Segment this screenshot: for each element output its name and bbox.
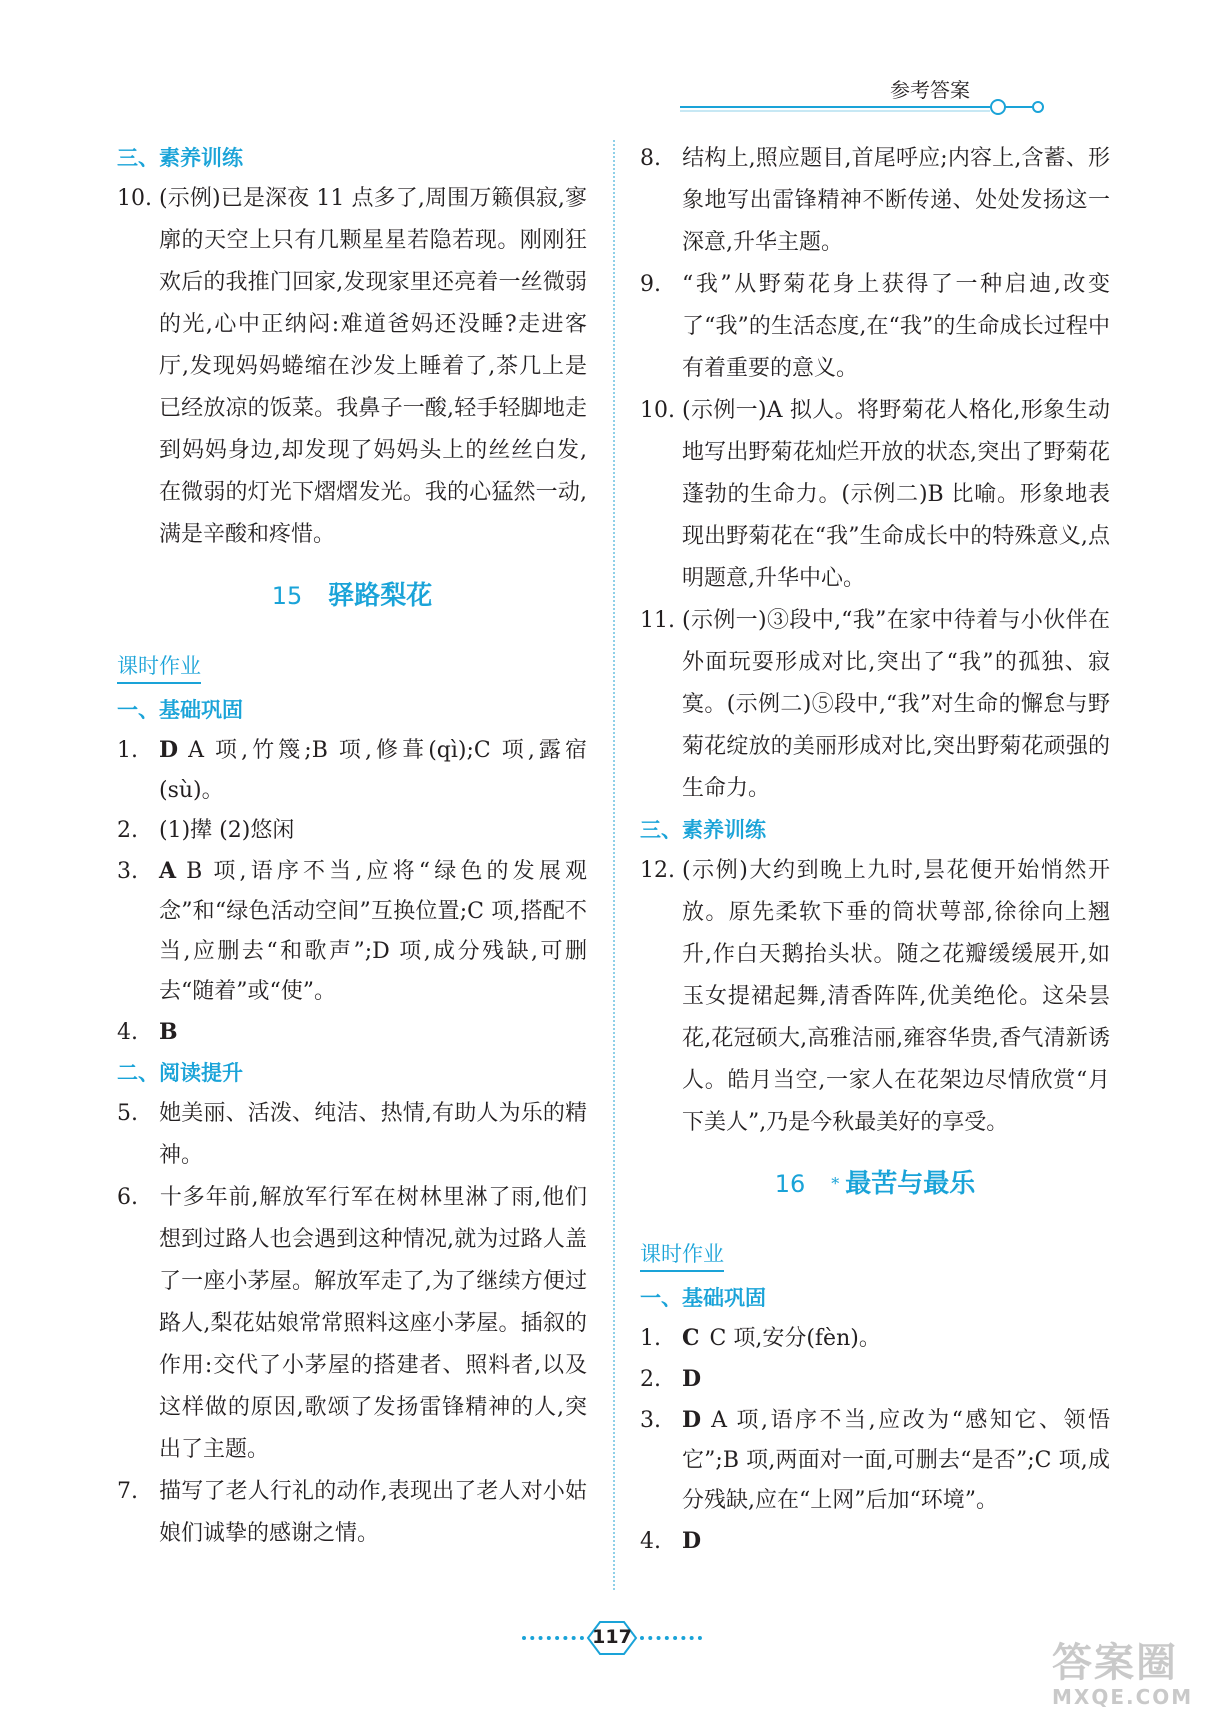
answer-number: 4. — [117, 1020, 138, 1045]
page-number: 117 — [592, 1626, 632, 1648]
answer-letter: D — [682, 1407, 702, 1433]
answer-number: 6. — [117, 1185, 138, 1210]
answer-letter: C — [682, 1325, 700, 1351]
answer-number: 5. — [117, 1101, 138, 1126]
answer-text: A 项,语序不当,应改为“感知它、领悟它”;B 项,两面对一面,可删去“是否”;C 项,成分残缺,应在“上网”后加“环境”。 — [682, 1408, 1110, 1513]
answer-text: A 项,竹篾;B 项,修葺(qì);C 项,露宿(sù)。 — [159, 738, 587, 803]
answer-item-10-right — [640, 390, 1110, 600]
answer-item-4-right — [640, 1521, 1110, 1562]
section-heading-literacy-training-right: 三、素养训练 — [640, 818, 766, 842]
answer-text: (示例)已是深夜 11 点多了,周围万籁俱寂,寥廓的天空上只有几颗星星若隐若现。刚刚狂欢后的我推门回家,发现家里还亮着一丝微弱的光,心中正纳闷:难道爸妈还没睡?走进客厅,发现妈妈蜷缩在沙发上睡着了,茶几上是已经放凉的饭菜。我鼻子一酸,轻手轻脚地走到妈妈身边,却发现了妈妈头上的丝丝白发,在微弱的灯光下熠熠发光。我的心猛然一动,满是辛酸和疼惜。 — [159, 186, 587, 547]
answer-item-2-right — [640, 1359, 1110, 1400]
section-heading-literacy-training: 三、素养训练 — [117, 146, 243, 170]
answer-number: 9. — [640, 272, 661, 297]
answer-letter: A — [159, 858, 177, 884]
answer-text: B 项,语序不当,应将“绿色的发展观念”和“绿色活动空间”互换位置;C 项,搭配不当,应删去“和歌声”;D 项,成分残缺,可删去“随着”或“使”。 — [159, 859, 587, 1004]
right-column — [640, 138, 1110, 1562]
page-number-dots-left — [522, 1636, 584, 1640]
left-column — [117, 138, 587, 1555]
column-divider — [613, 140, 615, 1590]
answer-item-3 — [117, 851, 587, 1012]
answer-item-2 — [117, 811, 587, 851]
answer-text: “我”从野菊花身上获得了一种启迪,改变了“我”的生活态度,在“我”的生命成长过程中有着重要的意义。 — [682, 272, 1110, 381]
answer-number: 3. — [117, 859, 138, 884]
header-rule — [680, 96, 1140, 118]
watermark-line2: MXQE.COM — [1052, 1685, 1194, 1709]
section-heading-basics: 一、基础巩固 — [117, 698, 243, 722]
answer-item-8 — [640, 138, 1110, 264]
answer-item-4 — [117, 1012, 587, 1053]
answer-item-12 — [640, 850, 1110, 1144]
answer-item-11 — [640, 600, 1110, 810]
answer-number: 10. — [640, 398, 675, 423]
answer-number: 2. — [640, 1367, 661, 1392]
answer-number: 2. — [117, 818, 138, 843]
answer-item-10 — [117, 178, 587, 556]
star-mark: * — [831, 1174, 840, 1193]
answer-text: 结构上,照应题目,首尾呼应;内容上,含蓄、形象地写出雷锋精神不断传递、处处发扬这一深意,升华主题。 — [682, 146, 1110, 255]
answer-text: C 项,安分(fèn)。 — [709, 1326, 881, 1351]
answer-item-1-right — [640, 1318, 1110, 1359]
lesson-title-15 — [117, 556, 587, 636]
watermark-logo — [1052, 1640, 1217, 1710]
answer-number: 7. — [117, 1479, 138, 1504]
answer-number: 10. — [117, 186, 152, 211]
page-number-dots-right — [640, 1636, 702, 1640]
section-heading-basics-right: 一、基础巩固 — [640, 1286, 766, 1310]
answer-number: 1. — [640, 1326, 661, 1351]
answer-letter: D — [682, 1528, 702, 1554]
lesson-number: 16 — [774, 1170, 806, 1198]
lesson-name: 驿路梨花 — [328, 581, 433, 611]
answer-text: (示例一)③段中,“我”在家中待着与小伙伴在外面玩耍形成对比,突出了“我”的孤独、寂寞。(示例二)⑤段中,“我”对生命的懈怠与野菊花绽放的美丽形成对比,突出野菊花顽强的生命力。 — [682, 608, 1110, 801]
answer-text: 她美丽、活泼、纯洁、热情,有助人为乐的精神。 — [159, 1101, 587, 1168]
answer-text: 描写了老人行礼的动作,表现出了老人对小姑娘们诚挚的感谢之情。 — [159, 1479, 587, 1546]
answer-number: 3. — [640, 1408, 661, 1433]
watermark-line1: 答案圈 — [1052, 1640, 1178, 1686]
header-rule-dot-icon — [1033, 102, 1043, 112]
answer-number: 12. — [640, 858, 675, 883]
homework-heading: 课时作业 — [117, 650, 201, 684]
lesson-title-16 — [640, 1144, 1110, 1224]
lesson-number: 15 — [271, 582, 303, 610]
answer-item-5 — [117, 1093, 587, 1177]
homework-heading-right: 课时作业 — [640, 1238, 724, 1272]
answer-letter: B — [159, 1019, 178, 1045]
answer-item-1 — [117, 730, 587, 811]
answer-number: 1. — [117, 738, 138, 763]
answer-text: (示例)大约到晚上九时,昙花便开始悄然开放。原先柔软下垂的筒状萼部,徐徐向上翘升,作白天鹅抬头状。随之花瓣缓缓展开,如玉女提裙起舞,清香阵阵,优美绝伦。这朵昙花,花冠硕大,高雅洁丽,雍容华贵,香气清新诱人。皓月当空,一家人在花架边尽情欣赏“月下美人”,乃是今秋最美好的享受。 — [682, 858, 1110, 1135]
answer-item-9 — [640, 264, 1110, 390]
lesson-name: 最苦与最乐 — [845, 1169, 976, 1199]
answer-number: 11. — [640, 608, 675, 633]
answer-number: 8. — [640, 146, 661, 171]
answer-item-7 — [117, 1471, 587, 1555]
answer-text: (1)撵 (2)悠闲 — [159, 818, 295, 843]
header-rule-circle-icon — [991, 100, 1005, 114]
answer-item-3-right — [640, 1400, 1110, 1521]
answer-number: 4. — [640, 1529, 661, 1554]
answer-item-6 — [117, 1177, 587, 1471]
section-heading-reading: 二、阅读提升 — [117, 1061, 243, 1085]
answer-text: 十多年前,解放军行军在树林里淋了雨,他们想到过路人也会遇到这种情况,就为过路人盖了一座小茅屋。解放军走了,为了继续方便过路人,梨花姑娘常常照料这座小茅屋。插叙的作用:交代了小茅屋的搭建者、照料者,以及这样做的原因,歌颂了发扬雷锋精神的人,突出了主题。 — [159, 1185, 587, 1462]
answer-letter: D — [159, 737, 179, 763]
answer-letter: D — [682, 1366, 702, 1392]
answer-text: (示例一)A 拟人。将野菊花人格化,形象生动地写出野菊花灿烂开放的状态,突出了野菊花蓬勃的生命力。(示例二)B 比喻。形象地表现出野菊花在“我”生命成长中的特殊意义,点明题意,升华中心。 — [682, 398, 1110, 591]
page-header-title: 参考答案 — [890, 78, 970, 102]
